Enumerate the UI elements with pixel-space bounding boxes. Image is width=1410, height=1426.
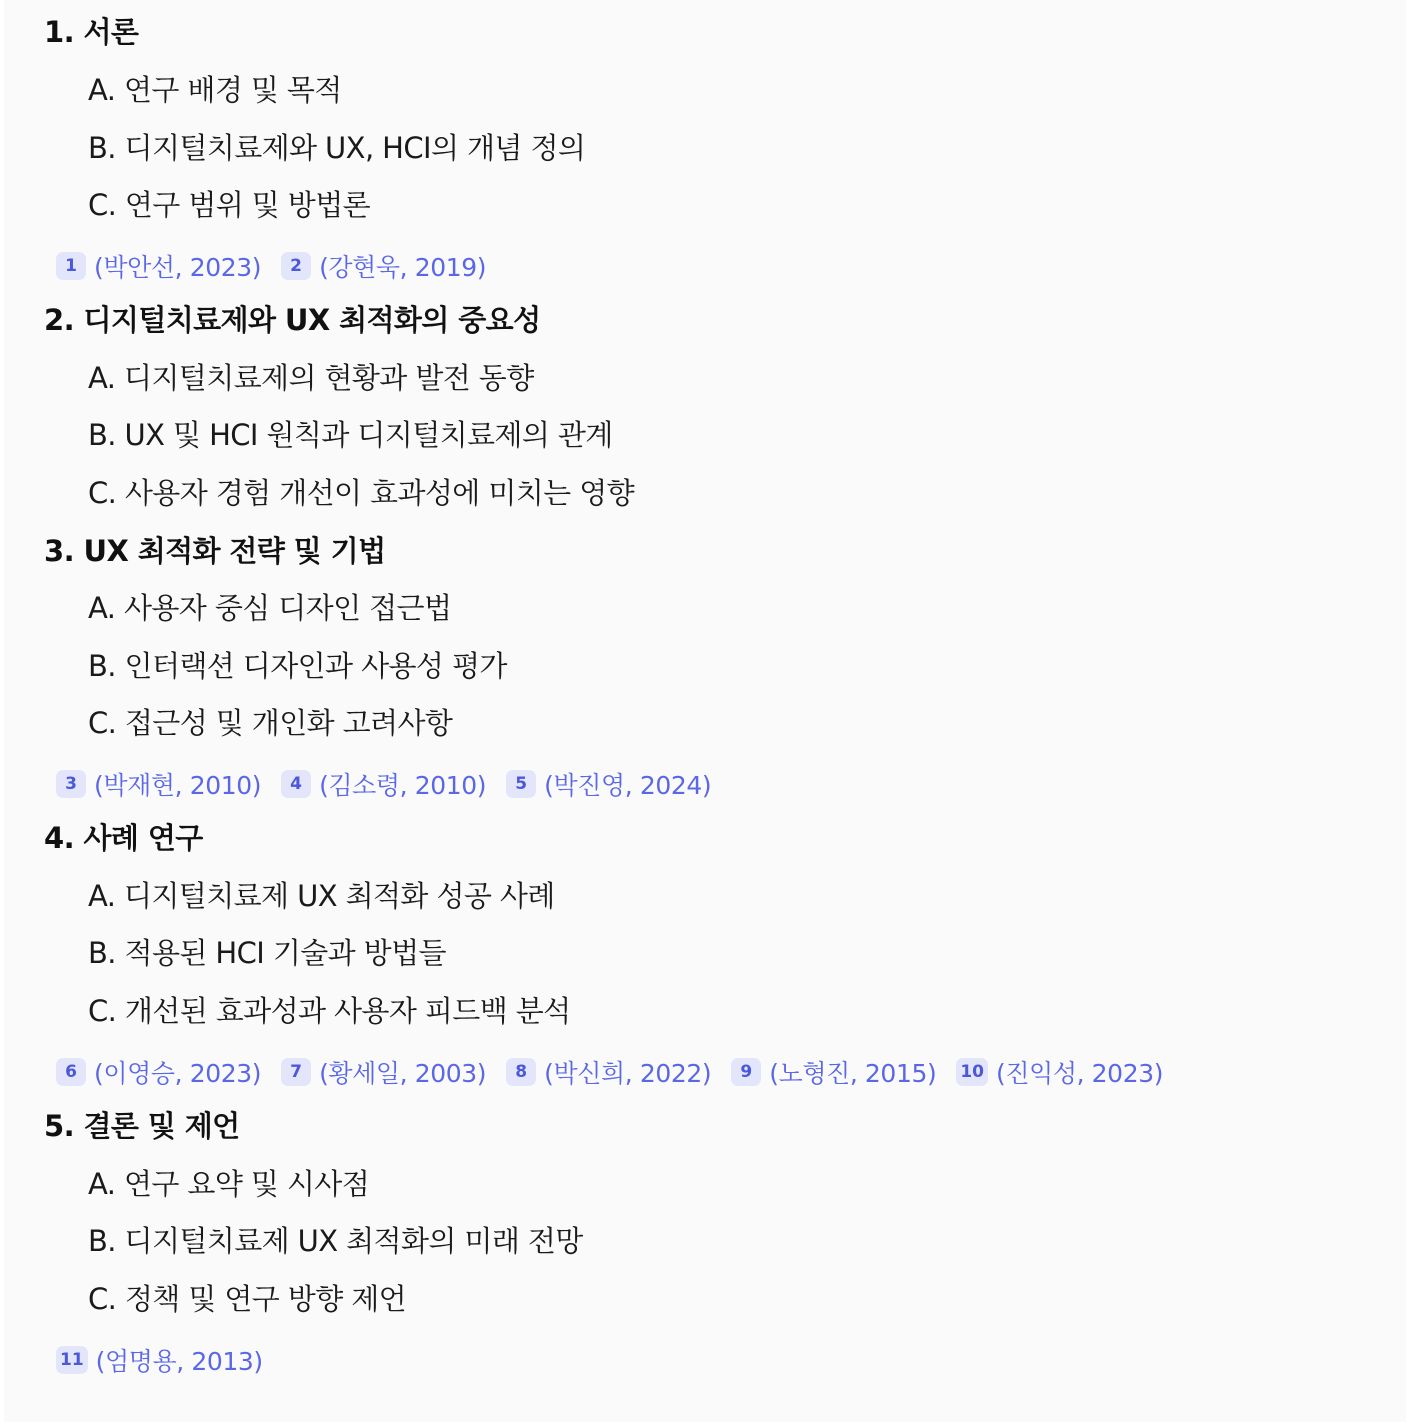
citation-number-badge: 6 (56, 1058, 86, 1086)
citation-link[interactable] (956, 1054, 1163, 1090)
citation-row (56, 1343, 283, 1377)
citation-number-badge: 7 (281, 1058, 311, 1086)
sub-item: A. 디지털치료제의 현황과 발전 동향 (88, 361, 534, 395)
citation-text: (엄명용, 2013) (95, 1347, 263, 1376)
sub-item: B. 디지털치료제 UX 최적화의 미래 전망 (88, 1224, 583, 1258)
citation-text: (이영승, 2023) (94, 1059, 262, 1088)
citation-number-badge: 4 (281, 770, 311, 798)
citation-text: (박안선, 2023) (94, 253, 262, 282)
sub-item: A. 사용자 중심 디자인 접근법 (88, 591, 452, 625)
citation-link[interactable] (731, 1054, 936, 1090)
citation-number-badge: 11 (56, 1346, 88, 1374)
section-heading: 2. 디지털치료제와 UX 최적화의 중요성 (44, 303, 541, 337)
citation-row (56, 767, 731, 801)
citation-text: (김소령, 2010) (319, 771, 487, 800)
citation-text: (황세일, 2003) (319, 1059, 487, 1088)
sub-item: A. 연구 요약 및 시사점 (88, 1167, 370, 1201)
citation-number-badge: 1 (56, 252, 86, 280)
citation-text: (강현욱, 2019) (319, 253, 487, 282)
citation-number-badge: 10 (956, 1058, 988, 1086)
citation-number-badge: 3 (56, 770, 86, 798)
sub-item: A. 디지털치료제 UX 최적화 성공 사례 (88, 879, 555, 913)
citation-text: (박신희, 2022) (544, 1059, 712, 1088)
citation-link[interactable] (281, 248, 486, 284)
citation-number-badge: 9 (731, 1058, 761, 1086)
citation-link[interactable] (56, 1342, 263, 1378)
sub-item: B. 적용된 HCI 기술과 방법들 (88, 936, 446, 970)
citation-link[interactable] (281, 766, 486, 802)
sub-item: C. 사용자 경험 개선이 효과성에 미치는 영향 (88, 476, 635, 510)
citation-link[interactable] (506, 766, 711, 802)
citation-number-badge: 5 (506, 770, 536, 798)
citation-number-badge: 8 (506, 1058, 536, 1086)
section-heading: 3. UX 최적화 전략 및 기법 (44, 534, 386, 568)
citation-text: (노형진, 2015) (769, 1059, 937, 1088)
section-heading: 5. 결론 및 제언 (44, 1109, 240, 1143)
section-heading: 4. 사례 연구 (44, 821, 203, 855)
citation-text: (박재현, 2010) (94, 771, 262, 800)
sub-item: C. 정책 및 연구 방향 제언 (88, 1282, 407, 1316)
citation-row (56, 249, 506, 283)
sub-item: C. 개선된 효과성과 사용자 피드백 분석 (88, 994, 571, 1028)
document-outline (4, 0, 1406, 1422)
citation-number-badge: 2 (281, 252, 311, 280)
sub-item: C. 연구 범위 및 방법론 (88, 188, 371, 222)
citation-text: (박진영, 2024) (544, 771, 712, 800)
citation-link[interactable] (506, 1054, 711, 1090)
citation-link[interactable] (281, 1054, 486, 1090)
citation-link[interactable] (56, 1054, 261, 1090)
citation-row (56, 1055, 1183, 1089)
sub-item: B. 인터랙션 디자인과 사용성 평가 (88, 649, 507, 683)
citation-text: (진익성, 2023) (995, 1059, 1164, 1088)
sub-item: C. 접근성 및 개인화 고려사항 (88, 706, 453, 740)
sub-item: B. 디지털치료제와 UX, HCI의 개념 정의 (88, 131, 586, 165)
sub-item: B. UX 및 HCI 원칙과 디지털치료제의 관계 (88, 418, 613, 452)
section-heading: 1. 서론 (44, 15, 139, 49)
citation-link[interactable] (56, 766, 261, 802)
sub-item: A. 연구 배경 및 목적 (88, 73, 342, 107)
citation-link[interactable] (56, 248, 261, 284)
